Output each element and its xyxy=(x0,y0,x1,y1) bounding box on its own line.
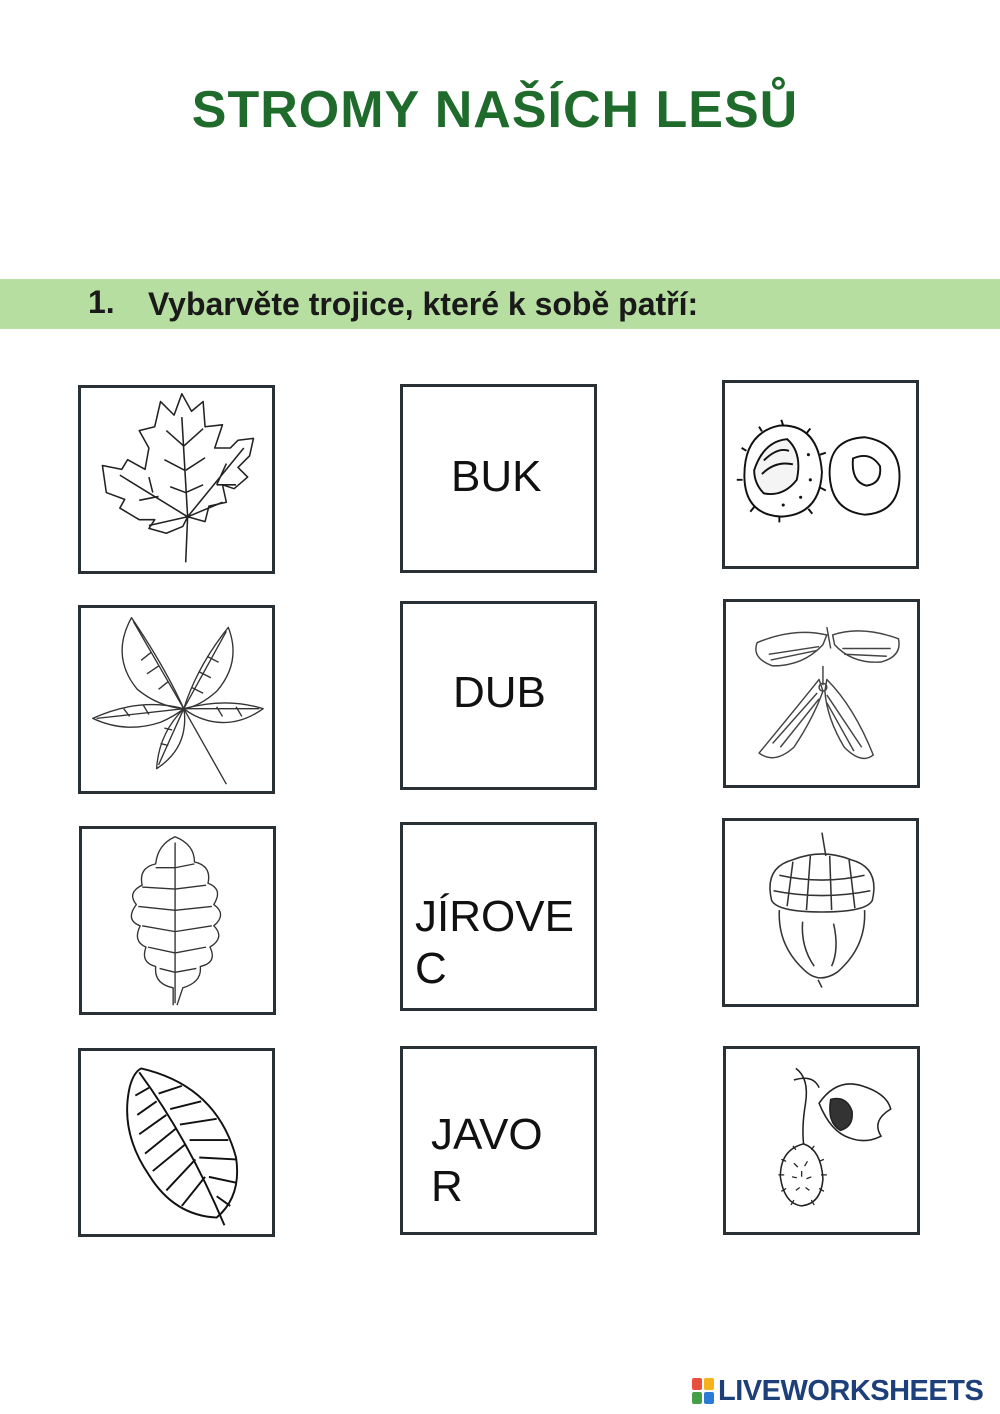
card-maple-samara[interactable] xyxy=(723,599,920,788)
task-instruction: Vybarvěte trojice, které k sobě patří: xyxy=(148,286,699,322)
card-beech-leaf[interactable] xyxy=(78,1048,275,1237)
card-word-javor[interactable] xyxy=(400,1046,597,1235)
card-word-jirovec[interactable] xyxy=(400,822,597,1011)
liveworksheets-logo xyxy=(692,1374,983,1408)
card-word-dub[interactable] xyxy=(400,601,597,790)
beech-nut-icon xyxy=(726,1049,917,1232)
horse-chestnut-leaf-icon xyxy=(81,608,272,791)
card-maple-leaf[interactable] xyxy=(78,385,275,574)
word-label: DUB xyxy=(453,668,546,717)
word-label: JAVO R xyxy=(431,1110,543,1211)
acorn-icon xyxy=(725,821,916,1004)
logo-text: LIVEWORKSHEETS xyxy=(718,1374,984,1407)
card-horse-chestnut-fruit[interactable] xyxy=(722,380,919,569)
word-label: JÍROVE C xyxy=(415,892,574,993)
oak-leaf-icon xyxy=(82,829,273,1012)
logo-mark-icon xyxy=(692,1378,714,1404)
maple-samara-icon xyxy=(726,602,917,785)
card-oak-leaf[interactable] xyxy=(79,826,276,1015)
card-word-buk[interactable] xyxy=(400,384,597,573)
page-title: STROMY NAŠÍCH LESŮ xyxy=(191,81,799,139)
task-number: 1. xyxy=(88,284,115,320)
word-label: BUK xyxy=(451,452,542,501)
card-horse-chestnut-leaf[interactable] xyxy=(78,605,275,794)
beech-leaf-icon xyxy=(81,1051,272,1234)
maple-leaf-icon xyxy=(81,388,272,571)
card-beech-nut[interactable] xyxy=(723,1046,920,1235)
horse-chestnut-fruit-icon xyxy=(725,383,916,566)
card-acorn[interactable] xyxy=(722,818,919,1007)
